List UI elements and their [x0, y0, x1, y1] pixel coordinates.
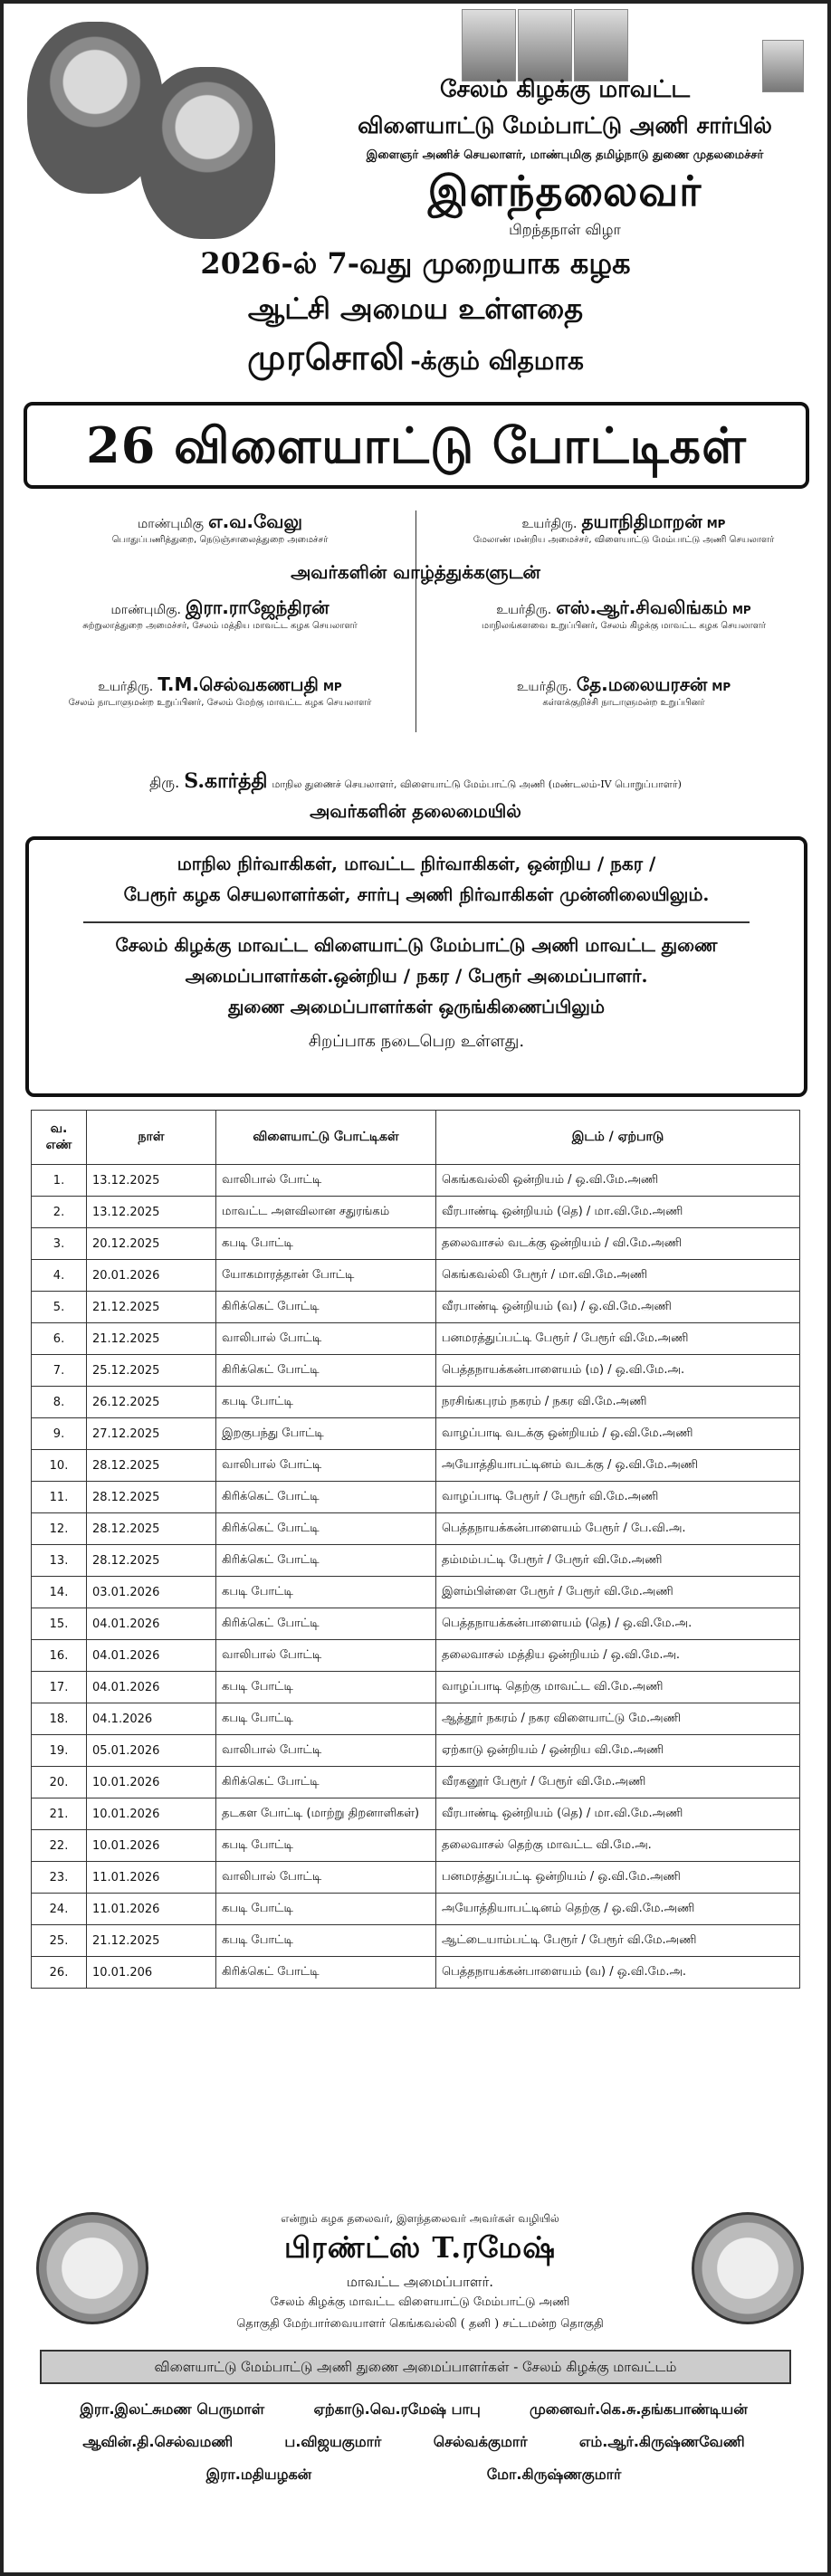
row-venue: ஆத்தூர் நகரம் / நகர விளையாட்டு மே.அணி [436, 1703, 800, 1735]
row-serial: 10. [32, 1450, 87, 1482]
row-serial: 13. [32, 1545, 87, 1577]
row-serial: 19. [32, 1735, 87, 1767]
table-row [32, 1672, 800, 1703]
dignitary-suffix: MP [731, 604, 751, 616]
footer-name: பிரண்ட்ஸ் T.ரமேஷ் [283, 2230, 557, 2265]
row-date: 26.12.2025 [87, 1387, 216, 1418]
row-serial: 11. [32, 1482, 87, 1513]
row-date: 03.01.2026 [87, 1577, 216, 1608]
row-venue: பெத்தநாயக்கன்பாளையம் (தெ) / ஒ.வி.மே.அ. [436, 1608, 800, 1640]
dignitary-name: T.M.செல்வகணபதி [158, 673, 319, 695]
table-row [32, 1228, 800, 1260]
dignitary-3 [34, 596, 406, 632]
dignitary-name: தயாநிதிமாறன் [581, 510, 702, 532]
row-date: 13.12.2025 [87, 1197, 216, 1228]
row-date: 10.01.2026 [87, 1830, 216, 1862]
row-serial: 20. [32, 1767, 87, 1798]
table-row [32, 1640, 800, 1672]
row-venue: கெங்கவல்லி ஒன்றியம் / ஒ.வி.மே.அணி [436, 1165, 800, 1197]
row-serial: 16. [32, 1640, 87, 1672]
row-date: 28.12.2025 [87, 1513, 216, 1545]
dignitary-role: சேலம் நாடாளுமன்ற உறுப்பினர், சேலம் மேற்கு மாவட்ட கழக செயலாளர் [68, 698, 372, 708]
row-date: 28.12.2025 [87, 1450, 216, 1482]
row-serial: 2. [32, 1197, 87, 1228]
dignitary-prefix: மாண்புமிகு [138, 517, 204, 531]
murasoli-line [4, 337, 827, 383]
row-sport: தடகள போட்டி (மாற்று திறனாளிகள்) [216, 1798, 436, 1830]
row-date: 04.01.2026 [87, 1640, 216, 1672]
dignitary-suffix: MP [322, 681, 342, 693]
table-row [32, 1197, 800, 1228]
table-row [32, 1482, 800, 1513]
row-date: 27.12.2025 [87, 1418, 216, 1450]
table-row [32, 1862, 800, 1894]
footer-intro: என்றும் கழக தலைவர், இளந்தலைவர் அவர்கள் வழியில் [281, 2212, 559, 2225]
row-serial: 25. [32, 1925, 87, 1957]
box-line2: பேரூர் கழக செயலாளர்கள், சார்பு அணி நிர்வாகிகள் முன்னிலையிலும். [123, 883, 710, 905]
row-sport: கிரிக்கெட் போட்டி [216, 1292, 436, 1323]
table-row [32, 1608, 800, 1640]
dignitary-6 [438, 673, 809, 709]
row-date: 10.01.2026 [87, 1767, 216, 1798]
dignitary-role: மேலாண் மன்றிய அமைச்சர், விளையாட்டு மேம்பாட்டு அணி செயலாளர் [473, 535, 775, 545]
organizer-name: செல்வக்குமார் [433, 2433, 528, 2450]
row-serial: 21. [32, 1798, 87, 1830]
names-row [31, 2400, 797, 2419]
footer-band: விளையாட்டு மேம்பாட்டு அணி துணை அமைப்பாளர்கள் - சேலம் கிழக்கு மாவட்டம் [40, 2350, 791, 2384]
row-date: 20.12.2025 [87, 1228, 216, 1260]
dignitary-role: கள்ளக்குறிச்சி நாடாளுமன்ற உறுப்பினர் [542, 698, 705, 708]
row-sport: கபடி போட்டி [216, 1387, 436, 1418]
dignitary-name: இரா.ராஜேந்திரன் [186, 596, 330, 618]
row-sport: வாலிபால் போட்டி [216, 1323, 436, 1355]
headline-2: ஆட்சி அமைய உள்ளதை [247, 291, 584, 326]
organizer-name: மோ.கிருஷ்ணகுமார் [486, 2466, 622, 2483]
organizer-name: ஏற்காடு.வெ.ரமேஷ் பாபு [313, 2400, 481, 2418]
row-serial: 22. [32, 1830, 87, 1862]
box-line6: சிறப்பாக நடைபெற உள்ளது. [308, 1032, 525, 1051]
table-row [32, 1830, 800, 1862]
table-header-row [32, 1111, 800, 1165]
row-serial: 18. [32, 1703, 87, 1735]
row-venue: வாழப்பாடி பேரூர் / பேரூர் வி.மே.அணி [436, 1482, 800, 1513]
row-date: 21.12.2025 [87, 1323, 216, 1355]
greetings: அவர்களின் வாழ்த்துக்களுடன் [291, 561, 540, 583]
row-venue: வாழப்பாடி வடக்கு ஒன்றியம் / ஒ.வி.மே.அணி [436, 1418, 800, 1450]
row-date: 10.01.2026 [87, 1798, 216, 1830]
organizer-name: ப.விஜயகுமார் [284, 2433, 382, 2450]
row-venue: பனமரத்துப்பட்டி பேரூர் / பேரூர் வி.மே.அணி [436, 1323, 800, 1355]
footer-sub1: சேலம் கிழக்கு மாவட்ட விளையாட்டு மேம்பாட்டு அணி [270, 2295, 570, 2309]
dignitary-name: தே.மலையரசன் [576, 673, 708, 695]
row-serial: 15. [32, 1608, 87, 1640]
row-sport: கபடி போட்டி [216, 1228, 436, 1260]
murasoli-logo-text: முரசொலி [247, 337, 406, 377]
names-row [31, 2466, 797, 2485]
row-venue: தலைவாசல் மத்திய ஒன்றியம் / ஒ.வி.மே.அ. [436, 1640, 800, 1672]
table-row [32, 1513, 800, 1545]
table-row [32, 1925, 800, 1957]
table-row [32, 1260, 800, 1292]
subtitle: பிறந்தநாள் விழா [509, 221, 621, 238]
row-venue: பெத்தநாயக்கன்பாளையம் (வ) / ஒ.வி.மே.அ. [436, 1957, 800, 1989]
row-date: 05.01.2026 [87, 1735, 216, 1767]
organizer-name: முனைவர்.கெ.சு.தங்கபாண்டியன் [530, 2400, 748, 2418]
row-sport: கபடி போட்டி [216, 1703, 436, 1735]
row-sport: கிரிக்கெட் போட்டி [216, 1957, 436, 1989]
dignitary-4 [438, 596, 809, 632]
banner: 26 விளையாட்டு போட்டிகள் [24, 402, 809, 489]
row-serial: 7. [32, 1355, 87, 1387]
row-serial: 12. [32, 1513, 87, 1545]
dignitary-suffix: MP [706, 518, 726, 530]
row-serial: 23. [32, 1862, 87, 1894]
row-serial: 17. [32, 1672, 87, 1703]
dignitary-prefix: மாண்புமிகு. [110, 603, 181, 617]
row-date: 25.12.2025 [87, 1355, 216, 1387]
row-venue: பெத்தநாயக்கன்பாளையம் பேரூர் / பே.வி.அ. [436, 1513, 800, 1545]
box-line5: துணை அமைப்பாளர்கள் ஒருங்கிணைப்பிலும் [228, 996, 605, 1017]
leader-photo-2 [518, 9, 572, 81]
row-sport: கபடி போட்டி [216, 1577, 436, 1608]
row-sport: இறகுபந்து போட்டி [216, 1418, 436, 1450]
table-row [32, 1418, 800, 1450]
row-sport: வாலிபால் போட்டி [216, 1862, 436, 1894]
leader-line [4, 769, 827, 796]
row-sport: கிரிக்கெட் போட்டி [216, 1608, 436, 1640]
box-divider [83, 921, 750, 923]
row-serial: 4. [32, 1260, 87, 1292]
row-sport: கபடி போட்டி [216, 1830, 436, 1862]
row-sport: வாலிபால் போட்டி [216, 1165, 436, 1197]
table-row [32, 1292, 800, 1323]
row-serial: 6. [32, 1323, 87, 1355]
leader-prefix: திரு. [149, 774, 180, 791]
header-venue: இடம் / ஏற்பாடு [436, 1111, 800, 1165]
table-row [32, 1545, 800, 1577]
table-row [32, 1798, 800, 1830]
table-row [32, 1355, 800, 1387]
row-venue: தலைவாசல் தெற்கு மாவட்ட வி.மே.அ. [436, 1830, 800, 1862]
row-date: 28.12.2025 [87, 1482, 216, 1513]
row-sport: கிரிக்கெட் போட்டி [216, 1482, 436, 1513]
row-venue: ஏற்காடு ஒன்றியம் / ஒன்றிய வி.மே.அணி [436, 1735, 800, 1767]
portrait-photo-secondary [139, 67, 275, 239]
leader-photo-3 [574, 9, 628, 81]
row-sport: கிரிக்கெட் போட்டி [216, 1767, 436, 1798]
info-box [25, 836, 807, 1097]
table-row [32, 1577, 800, 1608]
table-row [32, 1767, 800, 1798]
row-date: 04.01.2026 [87, 1672, 216, 1703]
dignitary-role: மாநிலங்களவை உறுப்பினர், சேலம் கிழக்கு மாவட்ட கழக செயலாளர் [482, 621, 766, 631]
leadership: அவர்களின் தலைமையில் [310, 800, 521, 822]
row-date: 28.12.2025 [87, 1545, 216, 1577]
row-sport: கிரிக்கெட் போட்டி [216, 1513, 436, 1545]
box-line1: மாநில நிர்வாகிகள், மாவட்ட நிர்வாகிகள், ஒன்றிய / நகர / [177, 853, 656, 874]
row-sport: கபடி போட்டி [216, 1894, 436, 1925]
row-date: 21.12.2025 [87, 1292, 216, 1323]
row-sport: கிரிக்கெட் போட்டி [216, 1545, 436, 1577]
row-venue: தலைவாசல் வடக்கு ஒன்றியம் / வி.மே.அணி [436, 1228, 800, 1260]
footer-sub2: தொகுதி மேற்பார்வையாளர் கெங்கவல்லி ( தனி ) சட்டமன்ற தொகுதி [236, 2317, 604, 2331]
box-line4: அமைப்பாளர்கள்.ஒன்றிய / நகர / பேரூர் அமைப்பாளர். [185, 965, 648, 987]
dignitary-role: பொதுப்பணித்துறை, நெடுஞ்சாலைத்துறை அமைச்சர் [111, 535, 329, 545]
organizer-name: இரா.இலட்சுமண பெருமாள் [80, 2400, 265, 2418]
row-venue: வீரபாண்டி ஒன்றியம் (வ) / ஒ.வி.மே.அணி [436, 1292, 800, 1323]
leader-role: மாநில துணைச் செயலாளர், விளையாட்டு மேம்பாட்டு அணி (மண்டலம்-IV பொறுப்பாளர்) [272, 778, 682, 790]
dignitary-prefix: உயர்திரு. [98, 680, 154, 694]
row-venue: அயோத்தியாபட்டினம் வடக்கு / ஒ.வி.மே.அணி [436, 1450, 800, 1482]
dignitary-5 [34, 673, 406, 709]
row-venue: பனமரத்துப்பட்டி ஒன்றியம் / ஒ.வி.மே.அணி [436, 1862, 800, 1894]
header-serial: வ. எண் [32, 1111, 87, 1165]
row-venue: நரசிங்கபுரம் நகரம் / நகர வி.மே.அணி [436, 1387, 800, 1418]
dignitary-1 [34, 510, 406, 546]
table-row [32, 1703, 800, 1735]
leader-photo-1 [462, 9, 516, 81]
table-row [32, 1735, 800, 1767]
row-date: 11.01.2026 [87, 1862, 216, 1894]
header [4, 4, 827, 275]
sports-wing-logo-right [692, 2212, 804, 2324]
leader-name: S.கார்த்தி [184, 769, 268, 793]
title: இளந்தலைவர் [427, 167, 702, 215]
row-serial: 14. [32, 1577, 87, 1608]
row-sport: யோகமாரத்தான் போட்டி [216, 1260, 436, 1292]
dignitary-prefix: உயர்திரு. [516, 680, 572, 694]
header-line1: சேலம் கிழக்கு மாவட்ட [439, 76, 691, 103]
row-venue: வீரபாண்டி ஒன்றியம் (தெ) / மா.வி.மே.அணி [436, 1798, 800, 1830]
footer-title: மாவட்ட அமைப்பாளர். [346, 2274, 494, 2290]
row-venue: பெத்தநாயக்கன்பாளையம் (ம) / ஒ.வி.மே.அ. [436, 1355, 800, 1387]
sports-wing-logo-left [36, 2212, 148, 2324]
row-sport: மாவட்ட அளவிலான சதுரங்கம் [216, 1197, 436, 1228]
row-serial: 24. [32, 1894, 87, 1925]
header-line2: விளையாட்டு மேம்பாட்டு அணி சார்பில் [358, 112, 772, 138]
row-date: 13.12.2025 [87, 1165, 216, 1197]
organizer-name: எம்.ஆர்.கிருஷ்ணவேணி [578, 2433, 745, 2450]
table-row [32, 1387, 800, 1418]
row-venue: கெங்கவல்லி பேரூர் / மா.வி.மே.அணி [436, 1260, 800, 1292]
table-row [32, 1957, 800, 1989]
dignitary-prefix: உயர்திரு. [521, 517, 578, 531]
headline-1: 2026-ல் 7-வது முறையாக கழக [200, 246, 631, 281]
row-date: 20.01.2026 [87, 1260, 216, 1292]
events-table [31, 1110, 800, 1989]
row-serial: 1. [32, 1165, 87, 1197]
table-row [32, 1894, 800, 1925]
dignitary-suffix: MP [712, 681, 731, 693]
names-row [31, 2433, 797, 2452]
table-row [32, 1165, 800, 1197]
row-venue: தம்மம்பட்டி பேரூர் / பேரூர் வி.மே.அணி [436, 1545, 800, 1577]
row-date: 04.01.2026 [87, 1608, 216, 1640]
row-date: 11.01.2026 [87, 1894, 216, 1925]
dignitary-name: எ.வ.வேலு [208, 510, 302, 532]
row-venue: வாழப்பாடி தெற்கு மாவட்ட வி.மே.அணி [436, 1672, 800, 1703]
row-serial: 26. [32, 1957, 87, 1989]
organizer-name: இரா.மதியழகன் [205, 2466, 312, 2483]
header-sport: விளையாட்டு போட்டிகள் [216, 1111, 436, 1165]
row-serial: 9. [32, 1418, 87, 1450]
dignitary-name: எஸ்.ஆர்.சிவலிங்கம் [556, 596, 728, 618]
dignitary-2 [438, 510, 809, 546]
row-sport: வாலிபால் போட்டி [216, 1735, 436, 1767]
organizer-name: ஆவின்.தி.செல்வமணி [82, 2433, 234, 2450]
row-sport: வாலிபால் போட்டி [216, 1450, 436, 1482]
row-venue: வீரகனூர் பேரூர் / பேரூர் வி.மே.அணி [436, 1767, 800, 1798]
row-sport: கிரிக்கெட் போட்டி [216, 1355, 436, 1387]
row-serial: 3. [32, 1228, 87, 1260]
row-date: 04.1.2026 [87, 1703, 216, 1735]
table-row [32, 1323, 800, 1355]
murasoli-suffix: -க்கும் விதமாக [410, 346, 584, 376]
header-date: நாள் [87, 1111, 216, 1165]
row-date: 10.01.206 [87, 1957, 216, 1989]
row-serial: 8. [32, 1387, 87, 1418]
row-sport: கபடி போட்டி [216, 1925, 436, 1957]
row-venue: ஆட்டையாம்பட்டி பேரூர் / பேரூர் வி.மே.அணி [436, 1925, 800, 1957]
table-body [32, 1165, 800, 1989]
row-sport: கபடி போட்டி [216, 1672, 436, 1703]
row-date: 21.12.2025 [87, 1925, 216, 1957]
row-sport: வாலிபால் போட்டி [216, 1640, 436, 1672]
table-row [32, 1450, 800, 1482]
header-line3: இளைஞர் அணிச் செயலாளர், மாண்புமிகு தமிழ்நாடு துணை முதலமைச்சர் [366, 148, 764, 162]
box-line3: சேலம் கிழக்கு மாவட்ட விளையாட்டு மேம்பாட்டு அணி மாவட்ட துணை [115, 934, 718, 956]
row-venue: வீரபாண்டி ஒன்றியம் (தெ) / மா.வி.மே.அணி [436, 1197, 800, 1228]
row-venue: அயோத்தியாபட்டினம் தெற்கு / ஒ.வி.மே.அணி [436, 1894, 800, 1925]
dignitary-prefix: உயர்திரு. [496, 603, 552, 617]
row-serial: 5. [32, 1292, 87, 1323]
row-venue: இளம்பிள்ளை பேரூர் / பேரூர் வி.மே.அணி [436, 1577, 800, 1608]
dignitary-role: சுற்றுலாத்துறை அமைச்சர், சேலம் மத்திய மாவட்ட கழக செயலாளர் [82, 621, 358, 631]
